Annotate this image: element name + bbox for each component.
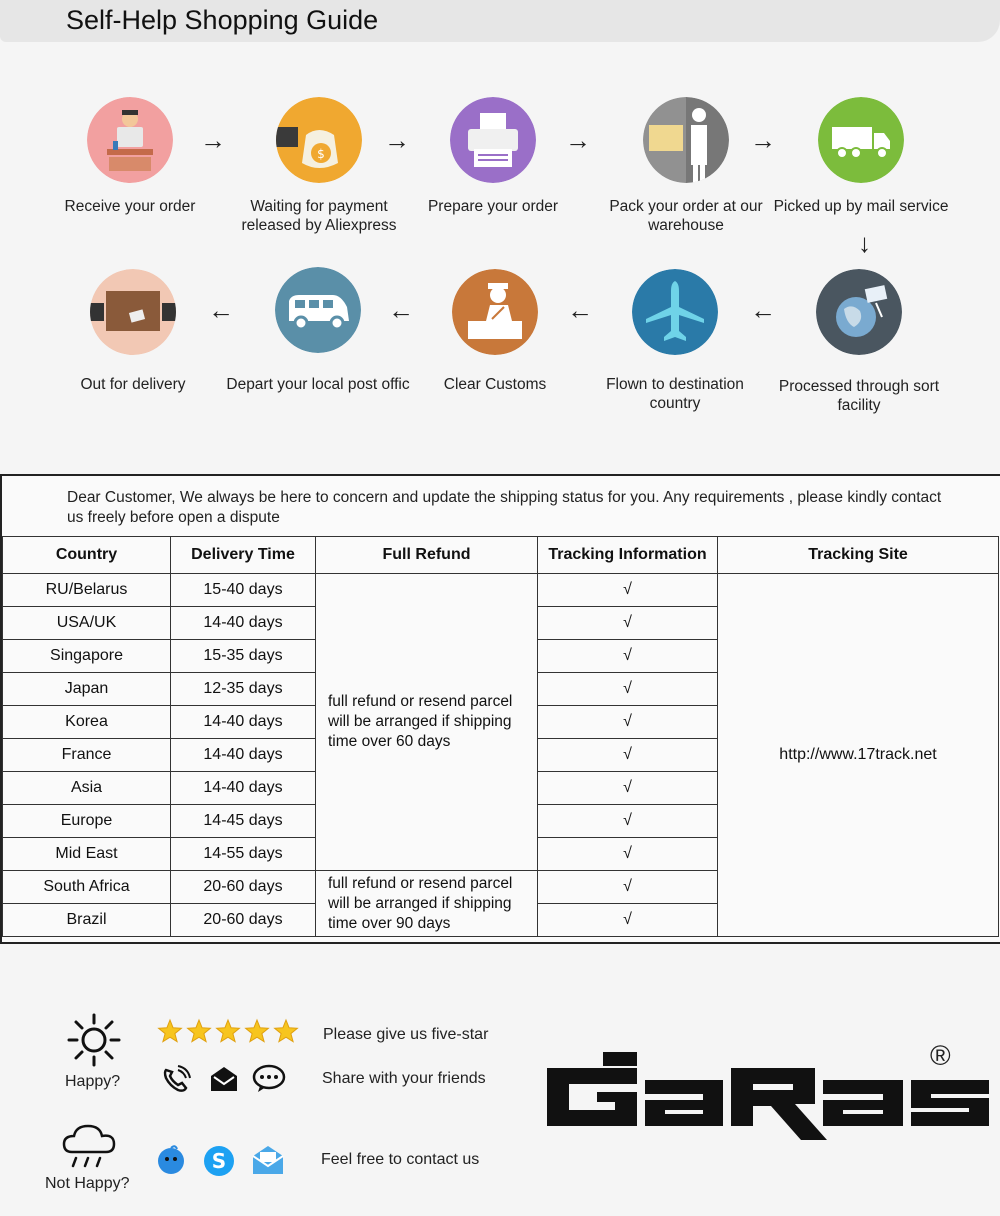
star-icon[interactable]	[246, 1020, 269, 1042]
country-cell: RU/Belarus	[3, 574, 171, 607]
arrow-left-icon: ←	[750, 295, 776, 325]
five-star-rating[interactable]	[156, 1018, 301, 1051]
step-label: Flown to destination country	[606, 376, 744, 412]
country-cell: Korea	[3, 706, 171, 739]
time-cell: 14-45 days	[171, 805, 316, 838]
phone-icon[interactable]	[160, 1064, 192, 1099]
tracking-cell: √	[538, 838, 718, 871]
star-icon[interactable]	[275, 1020, 298, 1042]
step-out-for-delivery	[38, 269, 228, 394]
arrow-right-icon: →	[565, 125, 591, 155]
airplane-icon	[632, 269, 718, 355]
step-clear-customs	[400, 269, 590, 394]
star-icon[interactable]	[188, 1020, 211, 1042]
tracking-site-link[interactable]: http://www.17track.net	[718, 574, 999, 937]
not-happy-label: Not Happy?	[45, 1175, 130, 1192]
customs-officer-icon	[452, 269, 538, 355]
page-title: Self-Help Shopping Guide	[66, 5, 379, 35]
step-label: Processed through sort facility	[778, 378, 940, 414]
receive-order-icon	[87, 97, 173, 183]
printer-icon	[450, 97, 536, 183]
step-label: Pack your order at our warehouse	[609, 198, 763, 234]
arrow-right-icon: →	[200, 125, 226, 155]
payment-bag-icon	[276, 97, 362, 183]
table-header-row	[3, 537, 999, 574]
step-label: Out for delivery	[80, 376, 186, 393]
parcel-hands-icon	[90, 269, 176, 355]
arrow-right-icon: →	[384, 125, 410, 155]
time-cell: 14-40 days	[171, 739, 316, 772]
shipping-table	[2, 536, 999, 937]
step-prepare-order	[398, 97, 588, 216]
header-delivery-time: Delivery Time	[171, 537, 316, 574]
time-cell: 12-35 days	[171, 673, 316, 706]
country-cell: Europe	[3, 805, 171, 838]
skype-icon[interactable]	[202, 1144, 236, 1183]
country-cell: Singapore	[3, 640, 171, 673]
step-label: Clear Customs	[443, 376, 547, 393]
tracking-cell: √	[538, 673, 718, 706]
step-label: Waiting for payment released by Aliexpress	[241, 198, 397, 234]
step-pack-order	[591, 97, 781, 235]
step-label: Prepare your order	[427, 198, 559, 215]
tracking-cell: √	[538, 607, 718, 640]
email-envelope-icon[interactable]	[250, 1144, 286, 1181]
step-depart-post-office	[223, 267, 413, 394]
mail-icon[interactable]	[208, 1064, 240, 1099]
tracking-cell: √	[538, 706, 718, 739]
star-icon[interactable]	[217, 1020, 240, 1042]
arrow-down-icon: ↓	[858, 228, 871, 258]
step-label: Picked up by mail service	[773, 198, 949, 215]
pack-box-icon	[643, 97, 729, 183]
arrow-left-icon: ←	[567, 295, 593, 325]
tracking-cell: √	[538, 739, 718, 772]
tracking-cell: √	[538, 640, 718, 673]
shipping-info-panel	[0, 474, 1000, 944]
country-cell: USA/UK	[3, 607, 171, 640]
arrow-right-icon: →	[750, 125, 776, 155]
step-picked-up	[766, 97, 956, 216]
chat-icon[interactable]	[252, 1064, 288, 1099]
time-cell: 14-40 days	[171, 706, 316, 739]
time-cell: 14-55 days	[171, 838, 316, 871]
time-cell: 14-40 days	[171, 772, 316, 805]
header-tracking-info: Tracking Information	[538, 537, 718, 574]
country-cell: Japan	[3, 673, 171, 706]
rain-cloud-icon	[60, 1122, 120, 1177]
sun-icon	[66, 1012, 122, 1073]
contact-text: Feel free to contact us	[321, 1151, 480, 1168]
step-sort-facility	[764, 269, 954, 415]
registered-mark: ®	[930, 1040, 951, 1071]
customer-notice: Dear Customer, We always be here to concern and update the shipping status for you. Any requirements , please kindly contact us freely before open a dispute	[67, 489, 942, 526]
refund-60-cell: full refund or resend parcel will be arranged if shipping time over 60 days	[316, 574, 538, 871]
arrow-left-icon: ←	[388, 295, 414, 325]
globe-mail-icon	[816, 269, 902, 355]
header-country: Country	[3, 537, 171, 574]
tracking-cell: √	[538, 805, 718, 838]
arrow-left-icon: ←	[208, 295, 234, 325]
country-cell: South Africa	[3, 871, 171, 904]
country-cell: Asia	[3, 772, 171, 805]
bird-chat-icon[interactable]	[155, 1144, 187, 1181]
tracking-cell: √	[538, 871, 718, 904]
svg-text:S: S	[211, 1149, 227, 1173]
step-waiting-payment	[224, 97, 414, 235]
time-cell: 14-40 days	[171, 607, 316, 640]
time-cell: 20-60 days	[171, 871, 316, 904]
share-text: Share with your friends	[322, 1070, 486, 1087]
five-star-text: Please give us five-star	[323, 1026, 489, 1043]
page-header	[0, 0, 1000, 42]
time-cell: 15-35 days	[171, 640, 316, 673]
garas-logo	[545, 1050, 990, 1150]
table-row	[3, 574, 999, 607]
truck-icon	[818, 97, 904, 183]
header-tracking-site: Tracking Site	[718, 537, 999, 574]
country-cell: Brazil	[3, 904, 171, 937]
country-cell: Mid East	[3, 838, 171, 871]
step-receive-order	[35, 97, 225, 216]
refund-90-cell: full refund or resend parcel will be arranged if shipping time over 90 days	[316, 871, 538, 937]
van-icon	[275, 267, 361, 353]
time-cell: 15-40 days	[171, 574, 316, 607]
country-cell: France	[3, 739, 171, 772]
header-full-refund: Full Refund	[316, 537, 538, 574]
tracking-cell: √	[538, 772, 718, 805]
step-label: Depart your local post offic	[226, 376, 410, 393]
tracking-cell: √	[538, 904, 718, 937]
time-cell: 20-60 days	[171, 904, 316, 937]
star-icon[interactable]	[159, 1020, 182, 1042]
step-flown-destination	[580, 269, 770, 413]
happy-label: Happy?	[65, 1073, 121, 1090]
tracking-cell: √	[538, 574, 718, 607]
svg-text:$: $	[317, 147, 325, 161]
step-label: Receive your order	[64, 198, 196, 215]
